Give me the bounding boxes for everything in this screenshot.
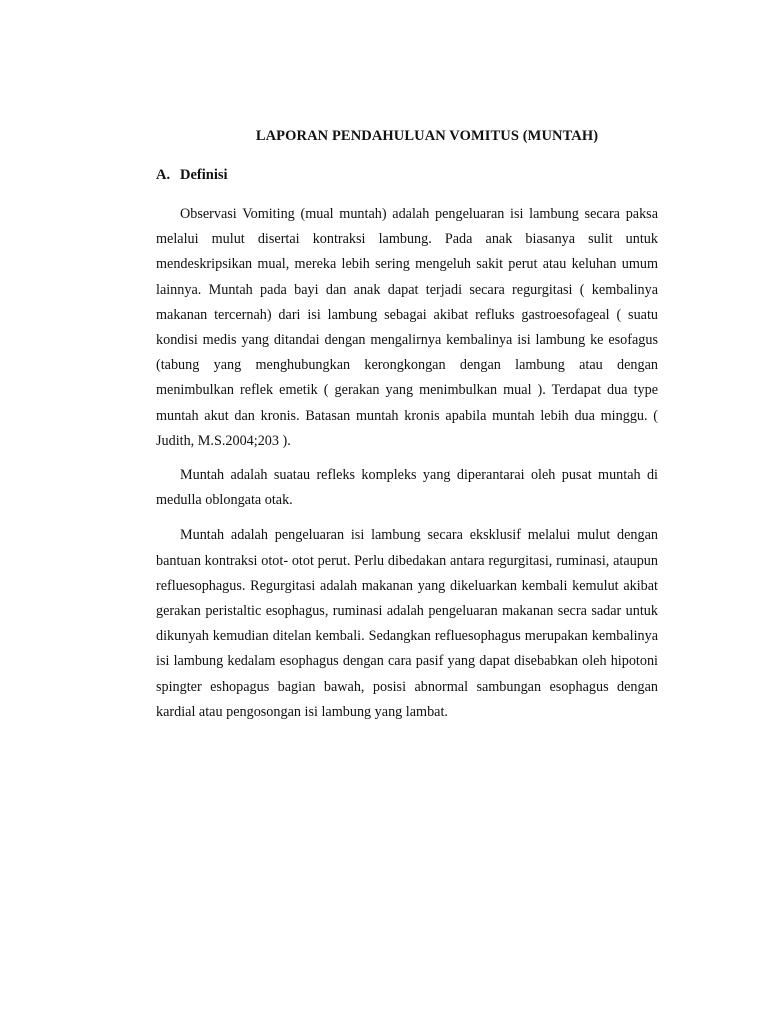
section-number: A. <box>156 167 171 183</box>
paragraph-regurgitation: Muntah adalah pengeluaran isi lambung secara eksklusif melalui mulut dengan bantuan kontraksi otot- otot perut. Perlu dibedakan antara regurgitasi, ruminasi, ataupun refluesophagus. Regurgitasi adalah makanan yang dikeluarkan kembali kemulut akibat gerakan peristaltic esophagus, ruminasi adalah pengeluaran makanan secra sadar untuk dikunyah kemudian ditelan kembali. Sedangkan refluesophagus merupakan kembalinya isi lambung kedalam esophagus dengan cara pasif yang dapat disebabkan oleh hipotoni spingter eshopagus bagian bawah, posisi abnormal sambungan esophagus dengan kardial atau pengosongan isi lambung yang lambat. <box>156 527 658 720</box>
paragraph-definition: Observasi Vomiting (mual muntah) adalah pengeluaran isi lambung secara paksa melalui mulut disertai kontraksi lambung. Pada anak biasanya sulit untuk mendeskripsikan mual, mereka lebih sering mengeluh sakit perut atau keluhan umum lainnya. Muntah pada bayi dan anak dapat terjadi secara regurgitasi ( kembalinya makanan tercernah) dari isi lambung sebagai akibat refluks gastroesofageal ( suatu kondisi medis yang ditandai dengan mengalirnya kembalinya isi lambung ke esofagus (tabung yang menghubungkan kerongkongan dengan lambung atau dengan menimbulkan reflek emetik ( gerakan yang menimbulkan mual ). Terdapat dua type muntah akut dan kronis. Batasan muntah kronis apabila muntah lebih dua minggu. ( Judith, M.S.2004;203 ). <box>156 206 658 449</box>
paragraph-reflex: Muntah adalah suatau refleks kompleks yang diperantarai oleh pusat muntah di medulla oblongata otak. <box>156 467 658 509</box>
document-body <box>156 128 658 725</box>
section-title: Definisi <box>180 167 228 183</box>
section-heading <box>156 167 658 184</box>
document-title: LAPORAN PENDAHULUAN VOMITUS (MUNTAH) <box>255 128 599 144</box>
